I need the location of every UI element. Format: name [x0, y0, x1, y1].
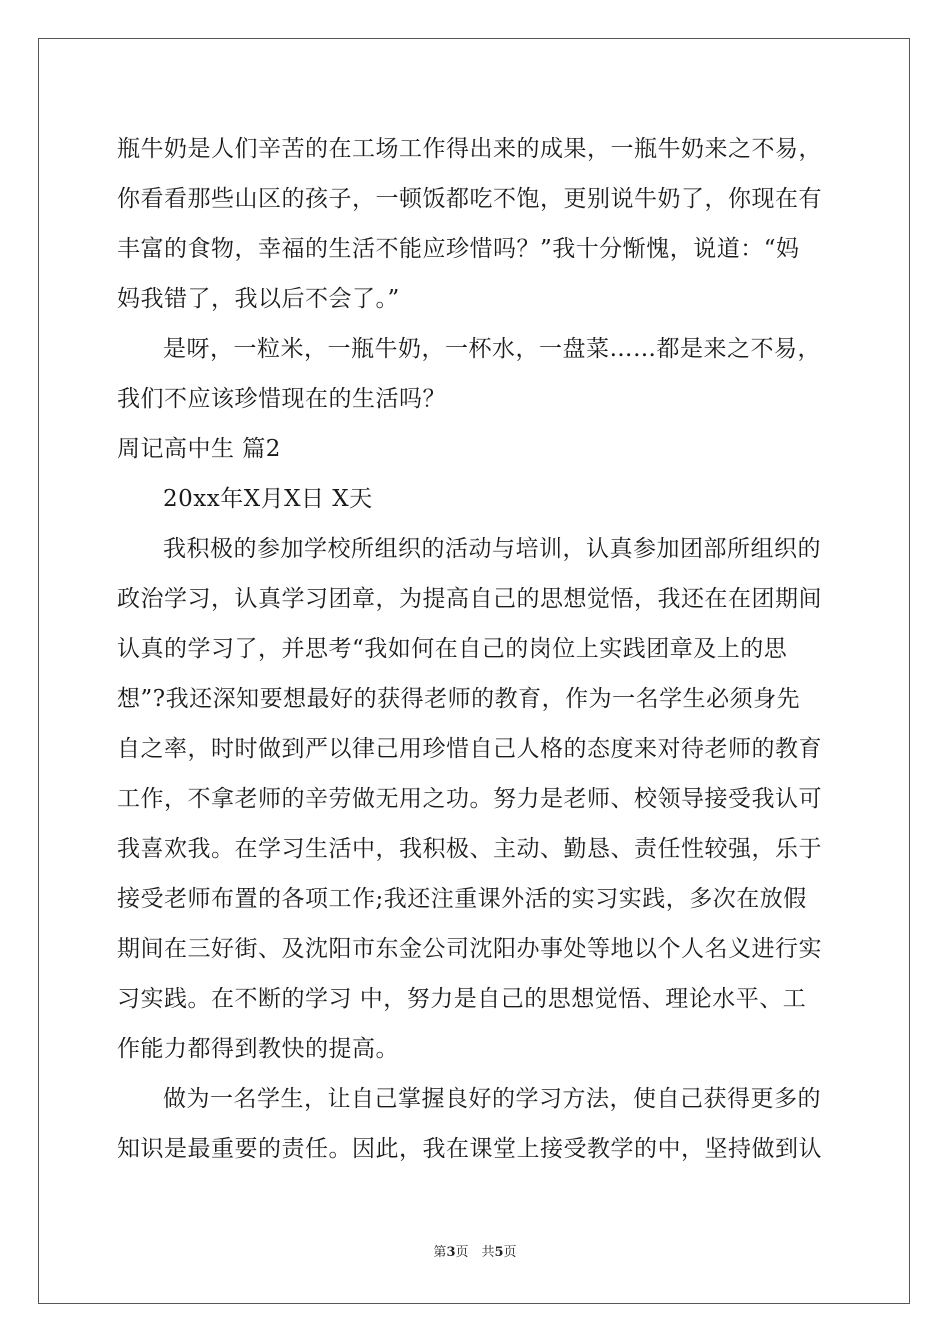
text-line: 作能力都得到教快的提高。	[117, 1036, 399, 1062]
text-line: 瓶牛奶是人们辛苦的在工场工作得出来的成果，一瓶牛奶来之不易，	[117, 136, 822, 162]
page-border	[38, 38, 910, 1304]
total-page-number: 5	[494, 1245, 504, 1260]
text-line: 做为一名学生，让自己掌握良好的学习方法，使自己获得更多的	[163, 1086, 821, 1112]
text-line: 我积极的参加学校所组织的活动与培训，认真参加团部所组织的	[163, 536, 821, 562]
text-line: 我们不应该珍惜现在的生活吗？	[117, 386, 446, 412]
text-line: 习实践。在不断的学习 中，努力是自己的思想觉悟、理论水平、工	[117, 986, 807, 1012]
text-line: 妈我错了，我以后不会了。”	[117, 286, 400, 312]
page-separator: 页 共	[455, 1245, 495, 1260]
text-line: 政治学习，认真学习团章，为提高自己的思想觉悟，我还在在团期间	[117, 586, 822, 612]
text-line: 自之率，时时做到严以律己用珍惜自己人格的态度来对待老师的教育	[117, 736, 822, 762]
text-line: 是呀，一粒米，一瓶牛奶，一杯水，一盘菜……都是来之不易，	[163, 336, 821, 362]
text-line: 知识是最重要的责任。因此，我在课堂上接受教学的中，坚持做到认	[117, 1136, 822, 1162]
text-line: 期间在三好街、及沈阳市东金公司沈阳办事处等地以个人名义进行实	[117, 936, 822, 962]
page-suffix: 页	[503, 1245, 517, 1260]
text-line: 认真的学习了，并思考“我如何在自己的岗位上实践团章及上的思	[117, 636, 788, 662]
section-heading: 周记高中生 篇2	[117, 436, 281, 462]
text-line: 工作，不拿老师的辛劳做无用之功。努力是老师、校领导接受我认可	[117, 786, 822, 812]
text-line: 你看看那些山区的孩子，一顿饭都吃不饱，更别说牛奶了，你现在有	[117, 186, 822, 212]
text-line: 接受老师布置的各项工作;我还注重课外活的实习实践，多次在放假	[117, 886, 807, 912]
current-page-number: 3	[446, 1245, 456, 1260]
date-line: 20xx年X月X日 X天	[163, 486, 373, 512]
text-line: 想”?我还深知要想最好的获得老师的教育，作为一名学生必须身先	[117, 686, 801, 712]
page-prefix: 第	[433, 1245, 447, 1260]
page-number-footer	[0, 1244, 950, 1262]
text-line: 丰富的食物，幸福的生活不能应珍惜吗？”我十分惭愧，说道：“妈	[117, 236, 800, 262]
text-line: 我喜欢我。在学习生活中，我积极、主动、勤恳、责任性较强，乐于	[117, 836, 822, 862]
